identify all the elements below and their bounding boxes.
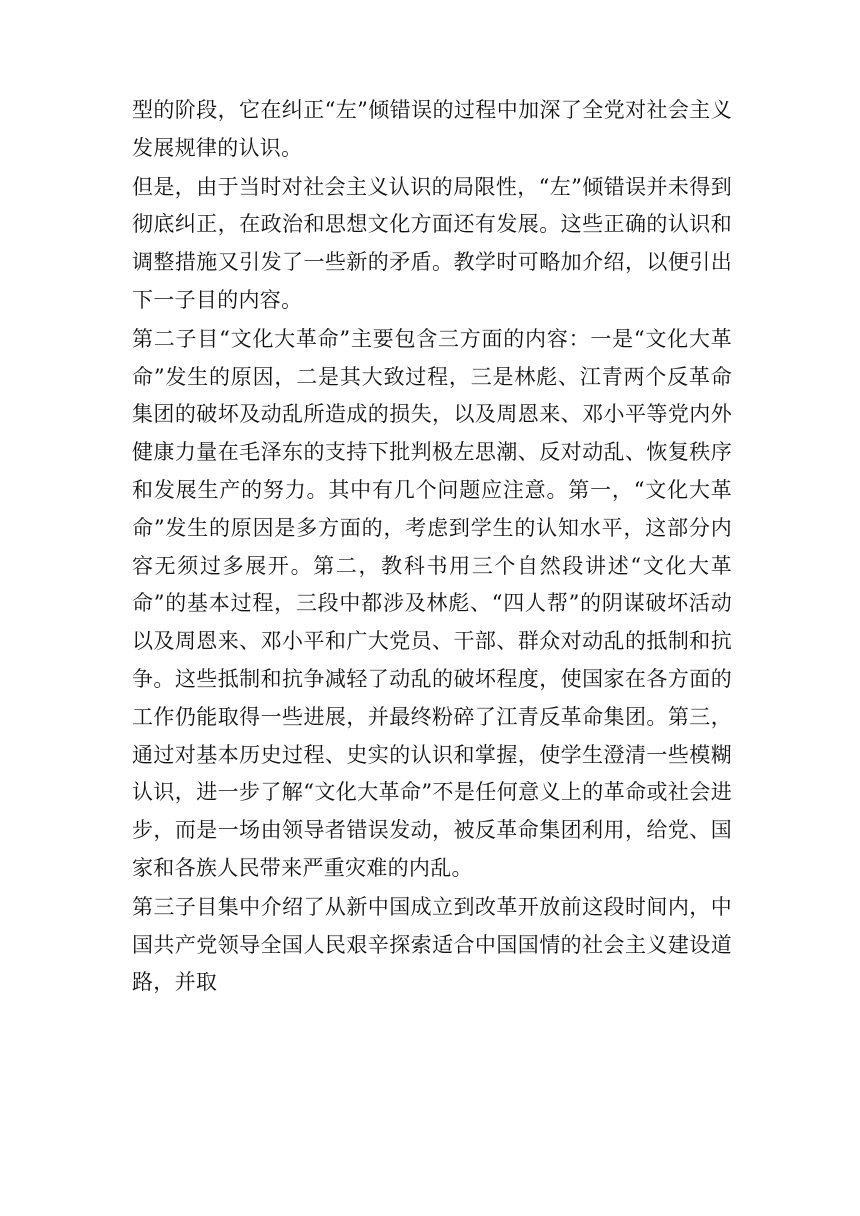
document-body	[132, 92, 732, 1003]
paragraph-2: 但是，由于当时对社会主义认识的局限性，“左”倾错误并未得到彻底纠正，在政治和思想文化方面还有发展。这些正确的认识和调整措施又引发了一些新的矛盾。教学时可略加介绍，以便引出下一子目的内容。	[132, 174, 732, 312]
paragraph-1: 型的阶段，它在纠正“左”倾错误的过程中加深了全党对社会主义发展规律的认识。	[132, 98, 732, 160]
paragraph-4: 第三子目集中介绍了从新中国成立到改革开放前这段时间内，中国共产党领导全国人民艰辛探索适合中国国情的社会主义建设道路，并取	[132, 894, 732, 995]
paragraph-3: 第二子目“文化大革命”主要包含三方面的内容：一是“文化大革命”发生的原因，二是其大致过程，三是林彪、江青两个反革命集团的破坏及动乱所造成的损失，以及周恩来、邓小平等党内外健康力量在毛泽东的支持下批判极左思潮、反对动乱、恢复秩序和发展生产的努力。其中有几个问题应注意。第一，“文化大革命”发生的原因是多方面的，考虑到学生的认知水平，这部分内容无须过多展开。第二，教科书用三个自然段讲述“文化大革命”的基本过程，三段中都涉及林彪、“四人帮”的阴谋破坏活动以及周恩来、邓小平和广大党员、干部、群众对动乱的抵制和抗争。这些抵制和抗争减轻了动乱的破坏程度，使国家在各方面的工作仍能取得一些进展，并最终粉碎了江青反革命集团。第三，通过对基本历史过程、史实的认识和掌握，使学生澄清一些模糊认识，进一步了解“文化大革命”不是任何意义上的革命或社会进步，而是一场由领导者错误发动，被反革命集团利用，给党、国家和各族人民带来严重灾难的内乱。	[132, 326, 732, 880]
